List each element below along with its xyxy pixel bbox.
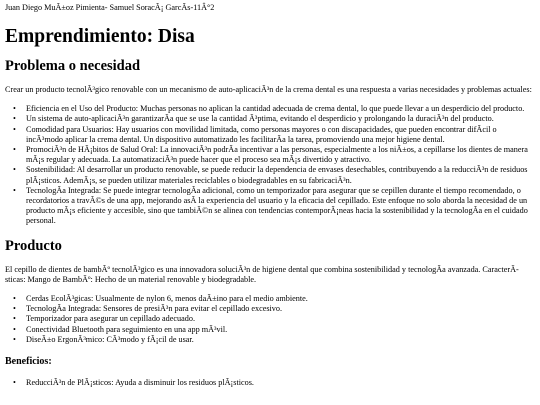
list-item: • DiseÃ±o ErgonÃ³mico: CÃ³modo y fÃ¡cil de usar.	[26, 335, 534, 345]
producto-list	[5, 294, 534, 345]
list-item: • Comodidad para Usuarios: Hay usuarios con movilidad limitada, como personas mayores o con discapacidades, que pueden encontrar difÃcil o incÃ³modo aplicar la crema dental. Un dispositivo automatizado les facilitarÃa la tarea, promoviendo una mejor higiene dental.	[26, 125, 534, 145]
list-item: • Eficiencia en el Uso del Producto: Muchas personas no aplican la cantidad adecuada de crema dental, lo que puede llevar a un desperdicio del producto.	[26, 104, 534, 114]
producto-intro: El cepillo de dientes de bambÃº tecnolÃ³gico es una innovadora soluciÃ³n de higiene dental que combina sostenibilidad y tecnologÃa avanzada. CaracterÃsticas: Mango de BambÃº: Hecho de un material renovable y biodegradable.	[5, 264, 519, 284]
list-item: • ReducciÃ³n de PlÃ¡sticos: Ayuda a disminuir los residuos plÃ¡sticos.	[26, 378, 534, 388]
beneficios-heading: Beneficios:	[5, 356, 52, 368]
list-item: • Temporizador para asegurar un cepillado adecuado.	[26, 314, 534, 324]
list-item: • TecnologÃa Integrada: Sensores de presiÃ³n para evitar el cepillado excesivo.	[26, 304, 534, 314]
list-item: • PromociÃ³n de HÃ¡bitos de Salud Oral: La innovaciÃ³n podrÃa incentivar a las personas, especialmente a los niÃ±os, a cepillarse los dientes de manera mÃ¡s regular y adecuada. La automatizaciÃ³n puede hacer que el proceso sea mÃ¡s divertido y atractivo.	[26, 145, 534, 165]
list-item: • Un sistema de auto-aplicaciÃ³n garantizarÃa que se use la cantidad Ã³ptima, evitando el desperdicio y prolongando la duraciÃ³n del producto.	[26, 114, 534, 124]
list-item: • Sostenibilidad: Al desarrollar un producto renovable, se puede reducir la dependencia de envases desechables, contribuyendo a la reducciÃ³n de residuos plÃ¡sticos. AdemÃ¡s, se pueden utilizar materiales reciclables o biodegradables en su fabricaciÃ³n.	[26, 165, 534, 185]
problema-list	[5, 104, 534, 226]
beneficios-list	[5, 378, 534, 388]
list-item: • Conectividad Bluetooth para seguimiento en una app mÃ³vil.	[26, 325, 534, 335]
list-item: • Cerdas EcolÃ³gicas: Usualmente de nylon 6, menos daÃ±ino para el medio ambiente.	[26, 294, 534, 304]
list-item: • TecnologÃa Integrada: Se puede integrar tecnologÃa adicional, como un temporizador para asegurar que se cepillen durante el tiempo recomendado, o recordatorios a travÃ©s de una app, mejorando asÃ la experiencia del usuario y la eficacia del cepillado. Este enfoque no solo aborda la necesidad de un producto mÃ¡s eficiente y accesible, sino que tambiÃ©n se alinea con tendencias contemporÃ¡neas hacia la sostenibilidad y la tecnologÃa en el cuidado personal.	[26, 186, 534, 227]
section-problema	[5, 58, 534, 227]
author-line: Juan Diego MuÃ±oz Pimienta- Samuel SoracÃ¡ GarcÃs-11Â°2	[5, 3, 215, 12]
section-heading-problema: Problema o necesidad	[5, 58, 141, 74]
section-producto	[5, 238, 534, 389]
problema-intro: Crear un producto tecnolÃ³gico renovable con un mecanismo de auto-aplicaciÃ³n de la crema dental es una respuesta a varias necesidades y problemas actuales:	[5, 85, 532, 94]
page-title: Emprendimiento: Disa	[5, 26, 195, 47]
section-heading-producto: Producto	[5, 237, 62, 254]
